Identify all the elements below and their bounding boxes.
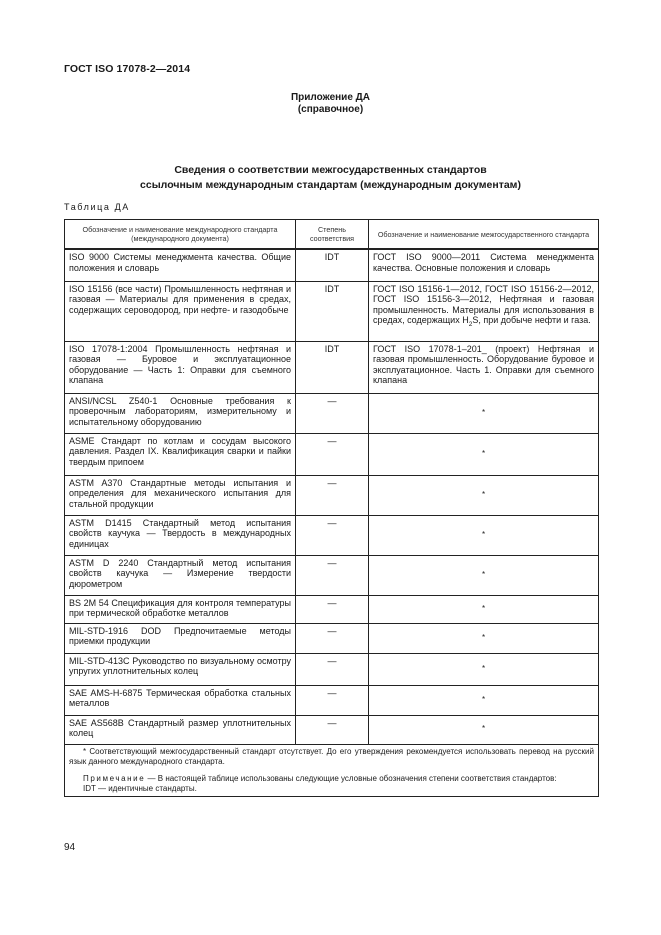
interstate-standard-cell: * xyxy=(369,433,599,475)
intl-standard-cell: ASTM D1415 Стандартный метод испытания свойств каучука — Твердость в международных единицах xyxy=(65,515,296,555)
note-label: Примечание xyxy=(83,773,146,783)
table-row xyxy=(65,595,599,623)
title-line-1: Сведения о соответствии межгосударственных стандартов xyxy=(174,164,487,176)
degree-cell: — xyxy=(296,475,369,515)
degree-cell: — xyxy=(296,595,369,623)
intl-standard-cell: MIL-STD-413C Руководство по визуальному осмотру упругих уплотнительных колец xyxy=(65,653,296,685)
interstate-standard-cell: ГОСТ ISO 9000—2011 Система менеджмента качества. Основные положения и словарь xyxy=(369,249,599,281)
interstate-standard-cell: * xyxy=(369,555,599,595)
table-row xyxy=(65,653,599,685)
intl-standard-cell: ASTM A370 Стандартные методы испытания и определения для механического испытания для стальной продукции xyxy=(65,475,296,515)
interstate-standard-cell: ГОСТ ISO 17078-1–201_ (проект) Нефтяная и газовая промышленность. Оборудование буровое и эксплуатационное. Часть 1. Оправки для съемного клапана xyxy=(369,341,599,393)
table-row xyxy=(65,623,599,653)
appendix-name: Приложение ДА xyxy=(290,92,371,103)
notes-row xyxy=(65,744,599,796)
note-text: — В настоящей таблице использованы следующие условные обозначения степени соответствия стандартов: xyxy=(145,773,557,783)
intl-standard-cell: SAE AMS-H-6875 Термическая обработка стальных металлов xyxy=(65,685,296,715)
intl-standard-cell: SAE AS568B Стандартный размер уплотнительных колец xyxy=(65,715,296,744)
subscript: 2 xyxy=(468,320,473,328)
table-row xyxy=(65,685,599,715)
degree-cell: IDT xyxy=(296,249,369,281)
degree-cell: — xyxy=(296,393,369,433)
interstate-standard-cell: * xyxy=(369,515,599,555)
degree-cell: — xyxy=(296,685,369,715)
intl-standard-cell: BS 2M 54 Спецификация для контроля температуры при термической обработке металлов xyxy=(65,595,296,623)
intl-standard-cell: ASTM D 2240 Стандартный метод испытания свойств каучука — Измерение твердости дюрометром xyxy=(65,555,296,595)
intl-standard-cell: ANSI/NCSL Z540-1 Основные требования к проверочным лабораториям, измерительному и испытательному оборудованию xyxy=(65,393,296,433)
header-degree: Степень соответствия xyxy=(296,220,369,250)
note-item: IDT — идентичные стандарты. xyxy=(83,783,197,793)
intl-standard-cell: ISO 9000 Системы менеджмента качества. Общие положения и словарь xyxy=(65,249,296,281)
interstate-standard-cell: * xyxy=(369,623,599,653)
table-row xyxy=(65,281,599,341)
interstate-standard-cell xyxy=(369,281,599,341)
table-row xyxy=(65,393,599,433)
interstate-text-part: S, при добыче нефти и газа. xyxy=(472,315,591,325)
document-header: ГОСТ ISO 17078-2—2014 xyxy=(64,63,191,75)
degree-cell: — xyxy=(296,715,369,744)
interstate-standard-cell: * xyxy=(369,715,599,744)
header-interstate: Обозначение и наименование межгосударственного стандарта xyxy=(369,220,599,250)
footnote: * Соответствующий межгосударственный стандарт отсутствует. До его утверждения рекомендуется использовать перевод на русский язык данного международного стандарта. xyxy=(69,746,594,766)
table-row xyxy=(65,249,599,281)
table-row xyxy=(65,341,599,393)
table-row xyxy=(65,515,599,555)
interstate-standard-cell: * xyxy=(369,393,599,433)
interstate-standard-cell: * xyxy=(369,475,599,515)
table-row xyxy=(65,715,599,744)
degree-cell: — xyxy=(296,653,369,685)
degree-cell: — xyxy=(296,623,369,653)
table-row xyxy=(65,555,599,595)
table-header-row xyxy=(65,220,599,250)
appendix-type: (справочное) xyxy=(297,104,364,115)
intl-standard-cell: ASME Стандарт по котлам и сосудам высокого давления. Раздел IX. Квалификация сварки и пайки твердым припоем xyxy=(65,433,296,475)
header-international: Обозначение и наименование международного стандарта (международного документа) xyxy=(65,220,296,250)
title-line-2: ссылочным международным стандартам (международным документам) xyxy=(140,179,521,191)
standards-table xyxy=(64,219,599,797)
degree-cell: IDT xyxy=(296,281,369,341)
note xyxy=(69,774,594,784)
intl-standard-cell: MIL-STD-1916 DOD Предпочитаемые методы приемки продукции xyxy=(65,623,296,653)
table-row xyxy=(65,475,599,515)
table-label: Таблица ДА xyxy=(64,202,130,212)
intl-standard-cell: ISO 17078-1:2004 Промышленность нефтяная и газовая — Буровое и эксплуатационное оборудование — Часть 1: Оправки для съемного клапана xyxy=(65,341,296,393)
degree-cell: IDT xyxy=(296,341,369,393)
degree-cell: — xyxy=(296,433,369,475)
table-row xyxy=(65,433,599,475)
interstate-standard-cell: * xyxy=(369,653,599,685)
page-number: 94 xyxy=(64,842,76,853)
interstate-standard-cell: * xyxy=(369,595,599,623)
interstate-text-part: ГОСТ ISO 15156-1—2012, ГОСТ ISO 15156-2—2012, ГОСТ ISO 15156-3—2012, Нефтяная и газовая промышленность. Материалы для использования в средах, содержащих H xyxy=(373,283,594,325)
degree-cell: — xyxy=(296,515,369,555)
intl-standard-cell: ISO 15156 (все части) Промышленность нефтяная и газовая — Материалы для применения в средах, содержащих сероводород, при нефте- и газодобыче xyxy=(65,281,296,341)
interstate-standard-cell: * xyxy=(369,685,599,715)
degree-cell: — xyxy=(296,555,369,595)
notes-cell xyxy=(65,744,599,796)
